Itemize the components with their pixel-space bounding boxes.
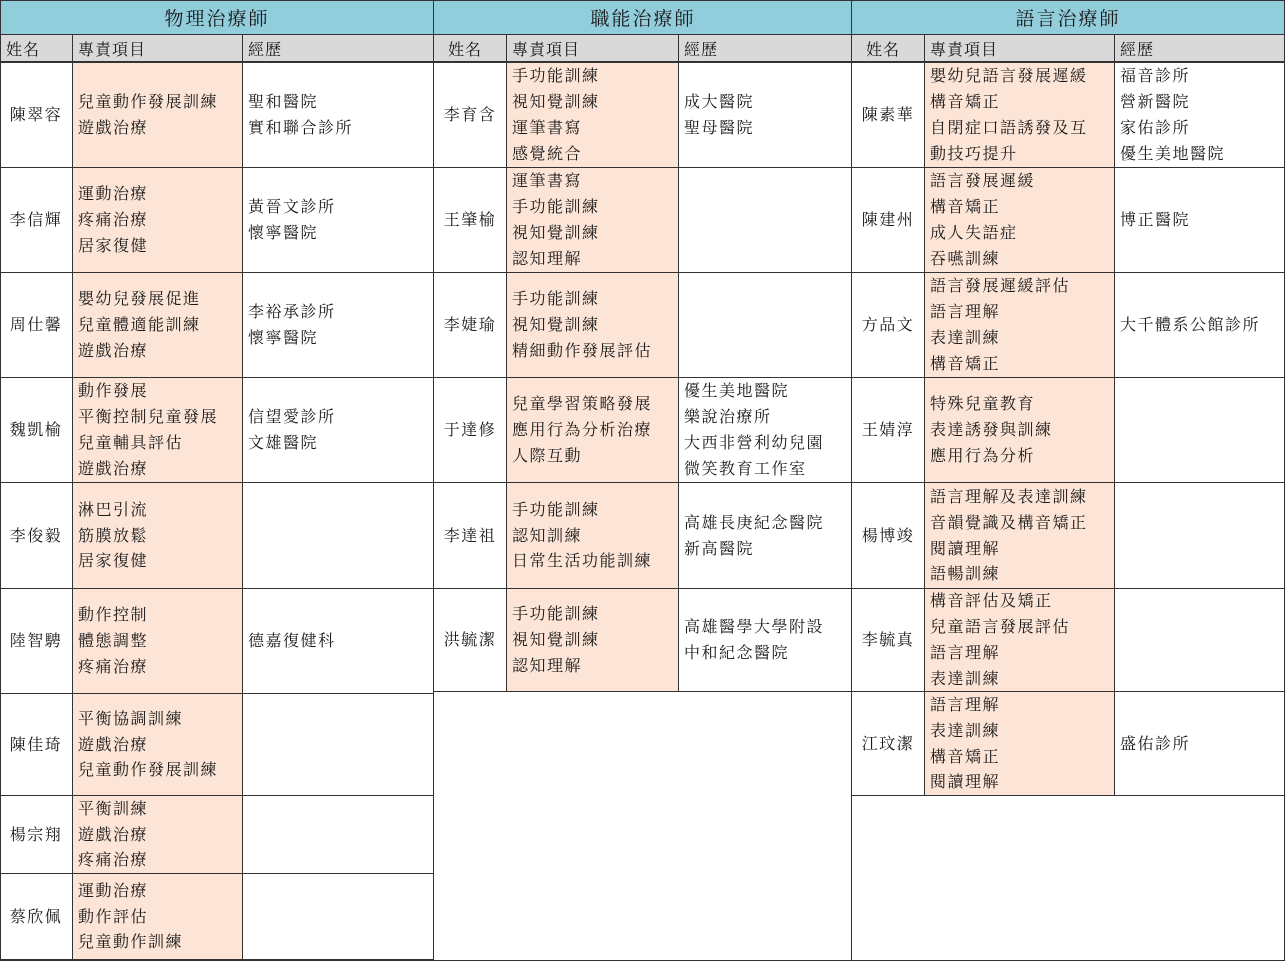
therapist-name-text: 蔡欣佩 (9, 906, 63, 926)
therapist-name (0, 378, 72, 483)
specialty-cell-line: 構音矯正 (930, 353, 1001, 373)
experience-cell-line: 信望愛診所 (248, 407, 336, 427)
specialty-cell (924, 692, 1114, 796)
specialty-cell-line: 感覺統合 (512, 143, 583, 163)
experience-cell (242, 63, 434, 168)
therapist-name (0, 273, 72, 378)
therapist-name-text: 陳建州 (861, 210, 915, 230)
experience-cell (678, 589, 852, 692)
specialty-cell-line: 構音矯正 (930, 92, 1001, 112)
specialty-cell (506, 589, 678, 692)
specialty-cell (72, 483, 242, 589)
experience-cell (242, 589, 434, 694)
experience-cell-line: 優生美地醫院 (1120, 143, 1226, 163)
specialty-cell-line: 視知覺訓練 (512, 630, 600, 650)
specialty-cell-line: 應用行為分析治療 (512, 420, 653, 440)
experience-cell-line: 李裕承診所 (248, 302, 336, 322)
therapist-name-text: 李婕瑜 (443, 315, 497, 335)
experience-cell (678, 378, 852, 483)
experience-cell (1114, 378, 1284, 483)
grid-line (506, 35, 507, 692)
specialty-cell-line: 兒童動作發展訓練 (78, 92, 219, 112)
specialty-cell (72, 874, 242, 960)
specialty-cell (506, 168, 678, 273)
therapist-name (852, 692, 924, 796)
experience-cell-line: 實和聯合診所 (248, 118, 354, 137)
experience-cell-line: 微笑教育工作室 (684, 458, 807, 478)
therapist-name-text: 周仕馨 (9, 315, 63, 335)
experience-cell-line: 大西非營利幼兒園 (684, 433, 825, 452)
specialty-cell-line: 閱讀理解 (930, 538, 1001, 558)
experience-cell-line: 大千體系公館診所 (1120, 315, 1261, 335)
st-header-experience: 經歷 (1114, 35, 1284, 62)
specialty-cell (72, 273, 242, 378)
therapist-name-text: 李毓真 (861, 630, 915, 650)
therapist-name (0, 63, 72, 168)
ot-header-experience: 經歷 (678, 35, 852, 62)
specialty-cell-line: 認知理解 (512, 655, 583, 675)
specialty-cell (72, 694, 242, 796)
experience-cell (1114, 168, 1284, 273)
specialty-cell-line: 日常生活功能訓練 (512, 551, 653, 571)
specialty-cell (506, 273, 678, 378)
experience-cell-line: 中和紀念醫院 (684, 643, 790, 662)
specialty-cell-line: 居家復健 (78, 235, 149, 255)
experience-cell (678, 273, 852, 378)
specialty-cell (72, 796, 242, 874)
experience-cell-line: 博正醫院 (1120, 210, 1191, 230)
specialty-cell (72, 378, 242, 483)
experience-cell-line: 懷寧醫院 (248, 328, 319, 347)
grid-line (0, 0, 1, 961)
physical-therapist-title: 物理治療師 (0, 0, 434, 35)
specialty-cell-line: 兒童學習策略發展 (512, 394, 653, 414)
specialty-cell-line: 語言理解 (930, 643, 1001, 662)
experience-cell-line: 高雄醫學大學附設 (684, 617, 825, 637)
specialty-cell-line: 語言理解 (930, 694, 1001, 714)
specialty-cell-line: 認知理解 (512, 248, 583, 268)
therapist-name-text: 李信輝 (9, 210, 63, 230)
specialty-cell-line: 人際互動 (512, 445, 583, 465)
specialty-cell (924, 63, 1114, 168)
specialty-cell-line: 遊戲治療 (78, 458, 149, 478)
experience-cell (242, 694, 434, 796)
specialty-cell-line: 應用行為分析 (930, 445, 1036, 465)
experience-cell-line: 營新醫院 (1120, 92, 1191, 112)
specialty-cell-line: 手功能訓練 (512, 66, 600, 86)
grid-line (924, 35, 925, 796)
therapist-name (434, 378, 506, 483)
therapist-name-text: 方品文 (861, 315, 915, 335)
specialty-cell-line: 語言理解及表達訓練 (930, 486, 1088, 506)
occupational-therapist-panel (434, 0, 852, 962)
grid-line (0, 960, 1284, 961)
specialty-cell-line: 運動治療 (78, 880, 149, 900)
specialty-cell-line: 自閉症口語誘發及互 (930, 118, 1088, 137)
specialty-cell-line: 動作發展 (78, 381, 149, 401)
grid-line (72, 35, 73, 960)
speech-therapist-title: 語言治療師 (852, 0, 1284, 35)
specialty-cell-line: 視知覺訓練 (512, 92, 600, 112)
specialty-cell-line: 表達訓練 (930, 668, 1001, 688)
specialty-cell-line: 手功能訓練 (512, 197, 600, 217)
st-header-name: 姓名 (852, 35, 924, 62)
grid-line (0, 0, 1284, 1)
specialty-cell-line: 淋巴引流 (78, 499, 149, 519)
speech-therapist-panel (852, 0, 1284, 962)
specialty-cell-line: 兒童動作發展訓練 (78, 760, 219, 780)
therapist-name-text: 陸智騁 (9, 631, 63, 651)
experience-cell (678, 483, 852, 589)
experience-cell-line: 聖母醫院 (684, 118, 755, 137)
therapist-name (0, 168, 72, 273)
experience-cell (242, 273, 434, 378)
therapist-name-text: 洪毓潔 (443, 630, 497, 650)
therapist-name (852, 483, 924, 589)
specialty-cell-line: 手功能訓練 (512, 604, 600, 624)
specialty-cell-line: 運動治療 (78, 184, 149, 204)
specialty-cell-line: 視知覺訓練 (512, 223, 600, 242)
specialty-cell-line: 兒童語言發展評估 (930, 617, 1071, 637)
specialty-cell (924, 589, 1114, 692)
therapist-name-text: 陳佳琦 (9, 734, 63, 754)
therapist-name (852, 378, 924, 483)
specialty-cell-line: 疼痛治療 (78, 656, 149, 676)
specialty-cell-line: 表達訓練 (930, 720, 1001, 740)
experience-cell-line: 懷寧醫院 (248, 223, 319, 242)
grid-line (851, 0, 852, 961)
experience-cell (1114, 692, 1284, 796)
specialty-cell-line: 動技巧提升 (930, 143, 1018, 163)
therapist-name-text: 李俊毅 (9, 525, 63, 545)
pt-header-experience: 經歷 (242, 35, 434, 62)
specialty-cell (72, 63, 242, 168)
therapist-name (0, 694, 72, 796)
specialty-cell (924, 483, 1114, 589)
experience-cell (242, 796, 434, 874)
therapist-name (0, 483, 72, 589)
experience-cell (242, 168, 434, 273)
experience-cell-line: 樂說治療所 (684, 407, 772, 427)
therapist-name (0, 589, 72, 694)
experience-cell-line: 成大醫院 (684, 92, 755, 112)
specialty-cell-line: 手功能訓練 (512, 289, 600, 309)
specialty-cell (72, 168, 242, 273)
experience-cell-line: 德嘉復健科 (248, 631, 336, 651)
therapist-name (852, 63, 924, 168)
experience-cell (1114, 589, 1284, 692)
specialty-cell (72, 589, 242, 694)
specialty-cell-line: 構音評估及矯正 (930, 591, 1053, 611)
therapist-name (852, 589, 924, 692)
pt-header-specialty: 專責項目 (72, 35, 242, 62)
therapist-name-text: 魏凱榆 (9, 420, 63, 440)
therapist-name (434, 589, 506, 692)
specialty-cell-line: 成人失語症 (930, 223, 1018, 242)
specialty-cell-line: 運筆書寫 (512, 118, 583, 137)
specialty-cell-line: 居家復健 (78, 551, 149, 571)
specialty-cell (506, 483, 678, 589)
specialty-cell-line: 視知覺訓練 (512, 315, 600, 335)
specialty-cell-line: 平衡訓練 (78, 798, 149, 818)
specialty-cell-line: 語言發展遲緩 (930, 171, 1036, 191)
specialty-cell-line: 遊戲治療 (78, 340, 149, 360)
grid-line (678, 35, 679, 692)
experience-cell-line: 文雄醫院 (248, 433, 319, 452)
therapist-name-text: 李育含 (443, 105, 497, 125)
specialty-cell (924, 273, 1114, 378)
experience-cell (1114, 483, 1284, 589)
specialty-cell-line: 平衡協調訓練 (78, 708, 184, 728)
specialty-cell-line: 構音矯正 (930, 197, 1001, 217)
specialty-cell-line: 運筆書寫 (512, 171, 583, 191)
specialty-cell-line: 語言理解 (930, 302, 1001, 322)
therapist-name-text: 李達祖 (443, 525, 497, 545)
experience-cell-line: 新高醫院 (684, 538, 755, 558)
experience-cell-line: 盛佑診所 (1120, 733, 1191, 753)
therapist-name (852, 273, 924, 378)
specialty-cell-line: 手功能訓練 (512, 499, 600, 519)
therapist-name (0, 874, 72, 960)
specialty-cell (506, 378, 678, 483)
experience-cell (1114, 273, 1284, 378)
grid-line (433, 0, 434, 961)
specialty-cell-line: 表達訓練 (930, 328, 1001, 347)
specialty-cell-line: 動作控制 (78, 605, 149, 625)
experience-cell (678, 63, 852, 168)
specialty-cell-line: 精細動作發展評估 (512, 340, 653, 360)
experience-cell-line: 福音診所 (1120, 66, 1191, 86)
specialty-cell-line: 嬰幼兒發展促進 (78, 289, 201, 309)
specialty-cell-line: 表達誘發與訓練 (930, 420, 1053, 440)
experience-cell (1114, 63, 1284, 168)
therapist-name (434, 483, 506, 589)
occupational-therapist-title: 職能治療師 (434, 0, 852, 35)
specialty-cell-line: 兒童動作訓練 (78, 932, 184, 952)
specialty-cell-line: 平衡控制兒童發展 (78, 407, 219, 427)
physical-therapist-panel (0, 0, 434, 962)
therapist-name-text: 王肇榆 (443, 210, 497, 230)
therapist-name (852, 168, 924, 273)
specialty-cell-line: 遊戲治療 (78, 824, 149, 844)
specialty-cell-line: 動作評估 (78, 906, 149, 926)
therapist-name-text: 楊博竣 (861, 525, 915, 545)
ot-header-name: 姓名 (434, 35, 506, 62)
specialty-cell-line: 閱讀理解 (930, 772, 1001, 792)
therapist-name-text: 陳素華 (861, 105, 915, 125)
specialty-cell-line: 吞嚥訓練 (930, 248, 1001, 268)
therapist-name (0, 796, 72, 874)
therapist-name-text: 陳翠容 (9, 105, 63, 125)
grid-line (0, 62, 1284, 63)
ot-header-specialty: 專責項目 (506, 35, 678, 62)
pt-header-name: 姓名 (0, 35, 72, 62)
experience-cell (678, 168, 852, 273)
therapist-name-text: 江玟潔 (861, 733, 915, 753)
specialty-cell-line: 語暢訓練 (930, 564, 1001, 584)
experience-cell (242, 378, 434, 483)
experience-cell (242, 483, 434, 589)
specialty-cell-line: 認知訓練 (512, 525, 583, 545)
grid-line (0, 34, 1284, 35)
specialty-cell-line: 音韻覺識及構音矯正 (930, 512, 1088, 532)
specialty-cell-line: 疼痛治療 (78, 850, 149, 870)
experience-cell (242, 874, 434, 960)
therapist-name (434, 168, 506, 273)
specialty-cell-line: 筋膜放鬆 (78, 525, 149, 545)
specialty-cell-line: 語言發展遲緩評估 (930, 276, 1071, 296)
therapist-name-text: 楊宗翔 (9, 824, 63, 844)
specialty-cell (506, 63, 678, 168)
specialty-cell-line: 特殊兒童教育 (930, 394, 1036, 414)
therapist-name (434, 63, 506, 168)
experience-cell-line: 黃晉文診所 (248, 197, 336, 217)
grid-line (1114, 35, 1115, 796)
specialty-cell-line: 體態調整 (78, 631, 149, 651)
st-header-specialty: 專責項目 (924, 35, 1114, 62)
specialty-cell-line: 遊戲治療 (78, 734, 149, 754)
specialty-cell-line: 兒童輔具評估 (78, 433, 184, 452)
specialty-cell-line: 構音矯正 (930, 746, 1001, 766)
therapist-name (434, 273, 506, 378)
specialty-cell (924, 168, 1114, 273)
specialty-cell (924, 378, 1114, 483)
therapist-name-text: 于達修 (443, 420, 497, 440)
grid-line (1284, 0, 1285, 961)
specialty-cell-line: 兒童體適能訓練 (78, 315, 201, 335)
grid-line (242, 35, 243, 960)
experience-cell-line: 高雄長庚紀念醫院 (684, 512, 825, 532)
experience-cell-line: 家佑診所 (1120, 118, 1191, 137)
specialty-cell-line: 疼痛治療 (78, 210, 149, 230)
specialty-cell-line: 嬰幼兒語言發展遲緩 (930, 66, 1088, 86)
specialty-cell-line: 遊戲治療 (78, 118, 149, 137)
therapist-name-text: 王婧淳 (861, 420, 915, 440)
experience-cell-line: 聖和醫院 (248, 92, 319, 112)
experience-cell-line: 優生美地醫院 (684, 381, 790, 401)
